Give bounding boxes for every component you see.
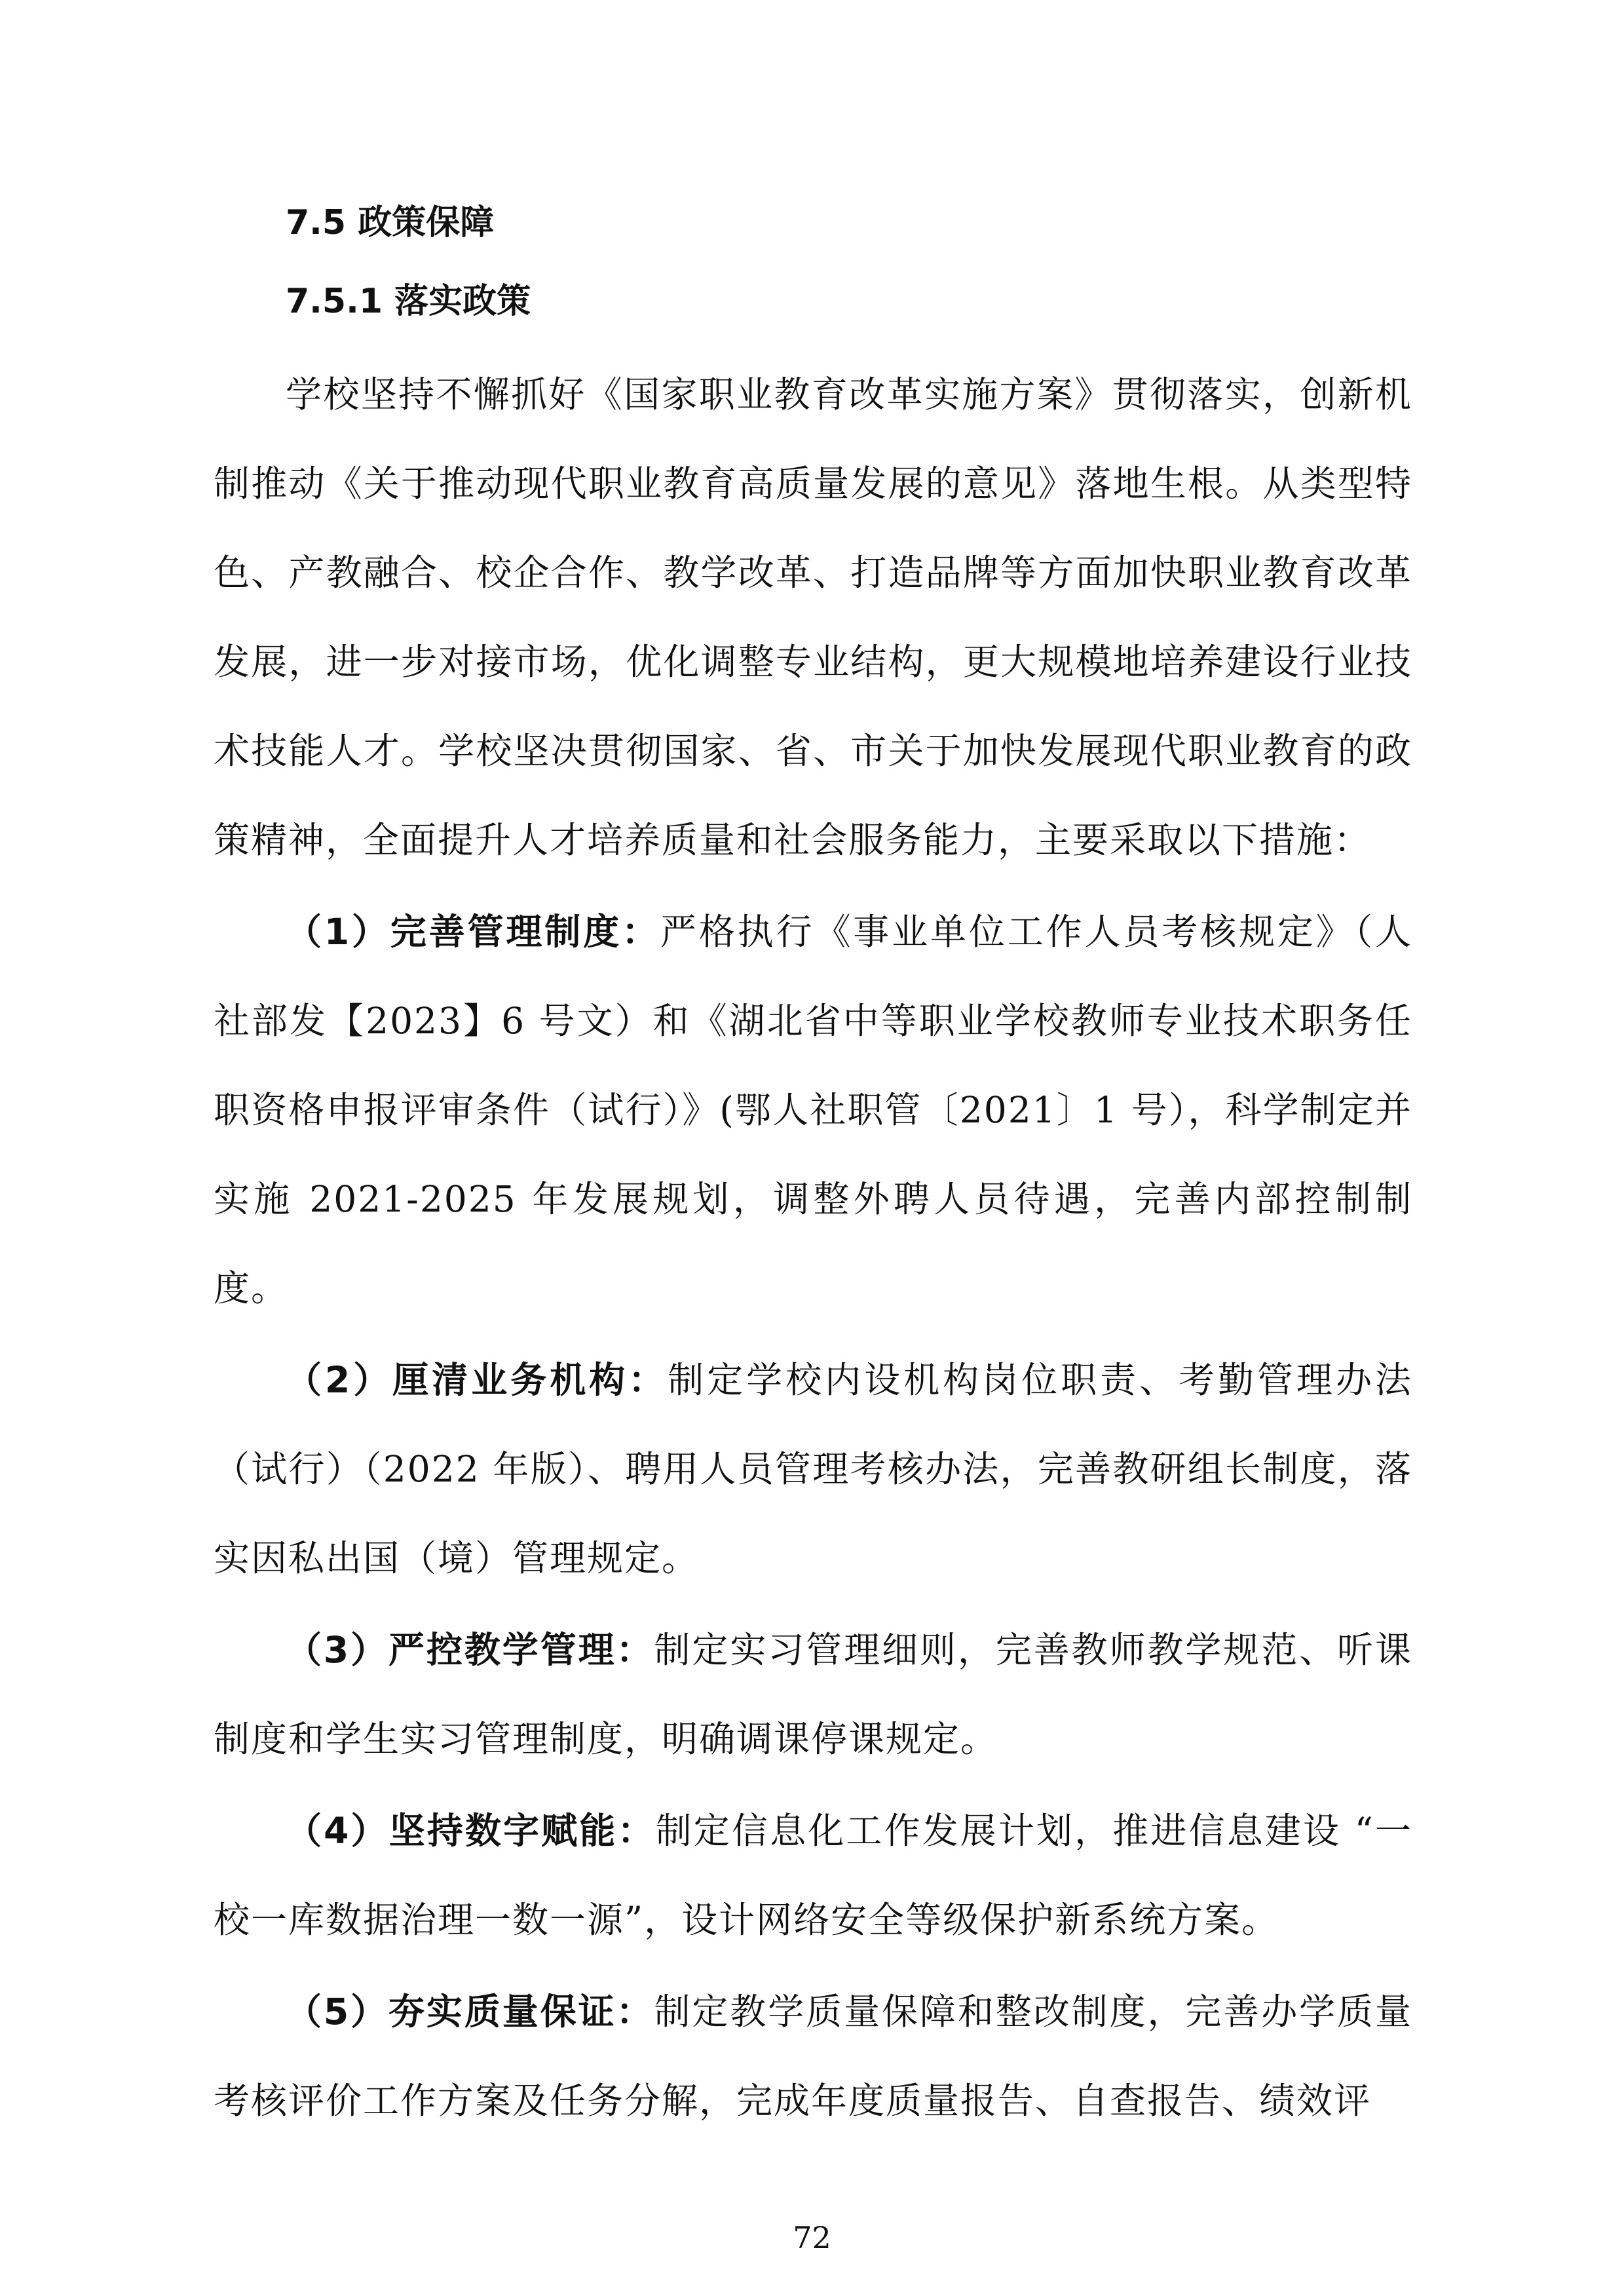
measure-title: 坚持数字赋能： bbox=[388, 1810, 656, 1852]
measure-title: 完善管理制度： bbox=[390, 911, 660, 953]
measure-body: 制定实习管理细则，完善教师教学规范、听课制度和学生实习管理制度，明确调课停课规定。 bbox=[214, 1629, 1412, 1760]
measure-item-4 bbox=[214, 1786, 1412, 1964]
measure-item-1 bbox=[214, 887, 1412, 1333]
measure-number: （2） bbox=[286, 1359, 393, 1401]
page-number: 72 bbox=[793, 2220, 831, 2255]
page-content bbox=[214, 197, 1412, 2148]
measure-number: （3） bbox=[286, 1629, 389, 1671]
subsection-heading: 7.5.1 落实政策 bbox=[286, 282, 531, 321]
measure-title: 厘清业务机构： bbox=[392, 1359, 668, 1401]
measure-body: 制定信息化工作发展计划，推进信息建设 “一校一库数据治理一数一源”，设计网络安全等级保护新系统方案。 bbox=[214, 1810, 1412, 1941]
measure-number: （4） bbox=[286, 1810, 389, 1852]
measure-title: 严控教学管理： bbox=[388, 1629, 654, 1671]
measure-number: （1） bbox=[286, 911, 390, 953]
measure-item-5 bbox=[214, 1967, 1412, 2145]
measure-title: 夯实质量保证： bbox=[388, 1991, 654, 2033]
section-heading: 7.5 政策保障 bbox=[286, 203, 495, 242]
measure-number: （5） bbox=[286, 1991, 389, 2033]
measure-item-3 bbox=[214, 1605, 1412, 1784]
measure-item-2 bbox=[214, 1335, 1412, 1603]
measure-body: 制定教学质量保障和整改制度，完善办学质量考核评价工作方案及任务分解，完成年度质量报告、自查报告、绩效评 bbox=[214, 1991, 1412, 2122]
measure-body: 严格执行《事业单位工作人员考核规定》（人社部发【2023】6 号文）和《湖北省中等职业学校教师专业技术职务任职资格申报评审条件（试行）》(鄂人社职管〔2021〕1 号），科学制定并实施 2021-2025 年发展规划，调整外聘人员待遇，完善内部控制制度。 bbox=[214, 911, 1412, 1309]
intro-paragraph: 学校坚持不懈抓好《国家职业教育改革实施方案》贯彻落实，创新机制推动《关于推动现代职业教育高质量发展的意见》落地生根。从类型特色、产教融合、校企合作、教学改革、打造品牌等方面加快职业教育改革发展，进一步对接市场，优化调整专业结构，更大规模地培养建设行业技术技能人才。学校坚决贯彻国家、省、市关于加快发展现代职业教育的政策精神，全面提升人才培养质量和社会服务能力，主要采取以下措施： bbox=[214, 373, 1412, 861]
measure-body: 制定学校内设机构岗位职责、考勤管理办法（试行）（2022 年版）、聘用人员管理考核办法，完善教研组长制度，落实因私出国（境）管理规定。 bbox=[214, 1359, 1412, 1579]
